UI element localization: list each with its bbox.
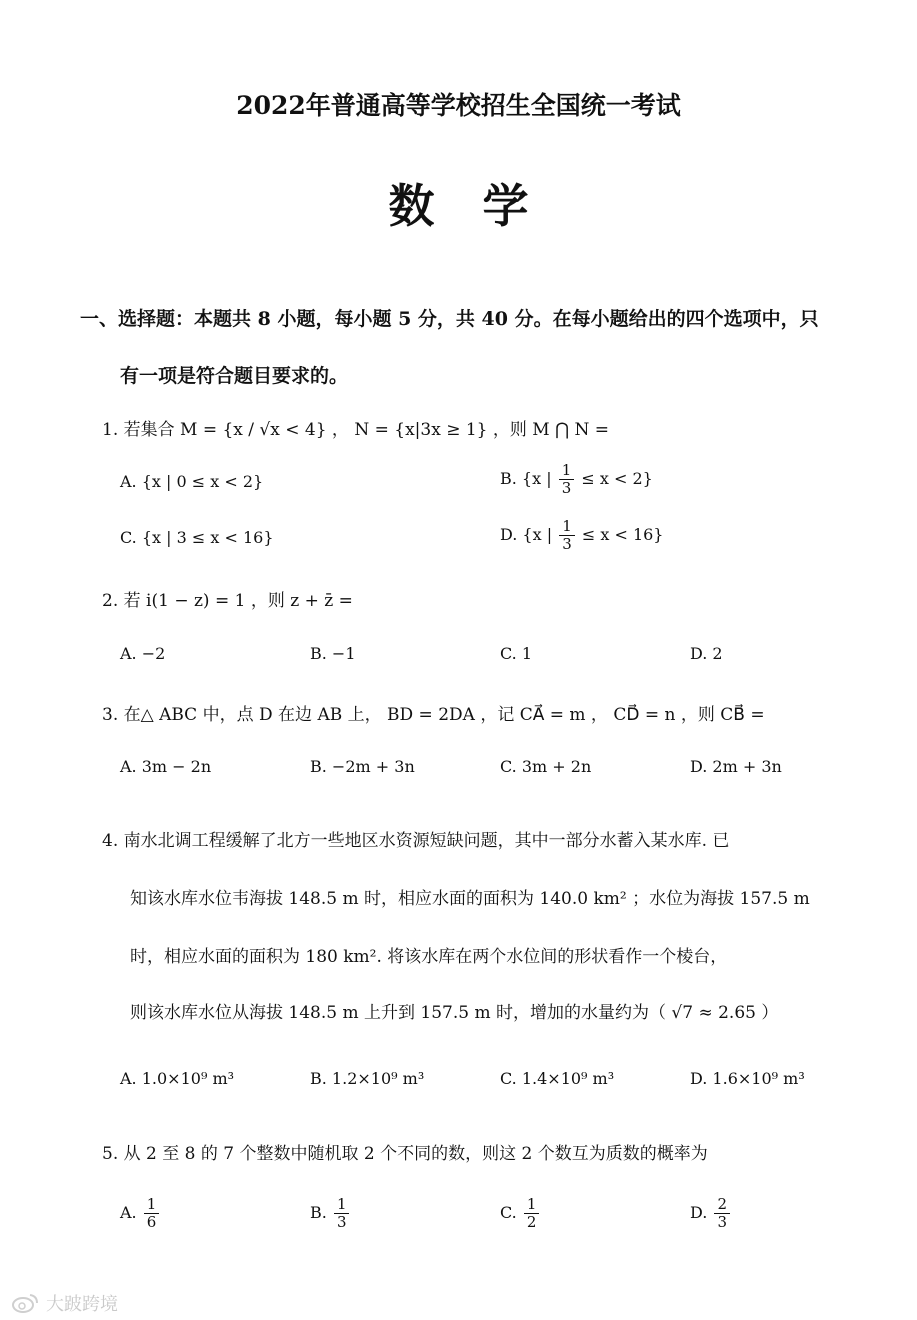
question-1-option-d: D. {x | $\frac{1}{3}$ ≤ x < 16}: [500, 517, 664, 553]
section-heading-line1: 一、选择题：本题共 8 小题，每小题 5 分，共 40 分。在每小题给出的四个选项中，只: [80, 308, 819, 330]
subject-title: 数学: [388, 179, 577, 233]
question-4-line-4: 则该水库水位从海拔 148.5 m 上升到 157.5 m 时，增加的水量约为（ √7 ≈ 2.65 ）: [130, 1003, 779, 1023]
question-2-stem: 2. 若 i(1 − z) = 1 ，则 z + z̄ =: [102, 591, 353, 611]
watermark: [10, 1290, 118, 1316]
question-3-option-c: C. 3m + 2n: [500, 757, 592, 776]
fraction: $\frac{1}{6}$: [144, 1196, 160, 1231]
question-1-option-c: C. {x | 3 ≤ x < 16}: [120, 528, 274, 547]
fraction: $\frac{2}{3}$: [714, 1196, 730, 1231]
question-1-option-a: A. {x | 0 ≤ x < 2}: [120, 472, 264, 491]
fraction: $\frac{1}{3}$: [334, 1196, 350, 1231]
fraction: $\frac{1}{3}$: [559, 518, 575, 553]
question-4-option-d: D. 1.6×10⁹ m³: [690, 1069, 805, 1088]
fraction: $\frac{1}{3}$: [559, 462, 575, 497]
question-3-option-b: B. −2m + 3n: [310, 757, 415, 776]
question-5-stem: 5. 从 2 至 8 的 7 个整数中随机取 2 个不同的数，则这 2 个数互为质数的概率为: [102, 1144, 708, 1164]
question-4-option-b: B. 1.2×10⁹ m³: [310, 1069, 425, 1088]
section-heading-line2: 有一项是符合题目要求的。: [120, 365, 349, 387]
question-5-option-d: D. $\frac{2}{3}$: [690, 1196, 732, 1231]
weibo-logo-icon: [10, 1292, 40, 1314]
question-4-option-a: A. 1.0×10⁹ m³: [120, 1069, 235, 1088]
question-4-line-1: 4. 南水北调工程缓解了北方一些地区水资源短缺问题，其中一部分水蓄入某水库. 已: [102, 831, 730, 851]
question-3-option-d: D. 2m + 3n: [690, 757, 782, 776]
exam-title: 2022年普通高等学校招生全国统一考试: [236, 91, 681, 120]
question-2-option-b: B. −1: [310, 644, 356, 663]
question-5-option-a: A. $\frac{1}{6}$: [120, 1196, 161, 1231]
question-4-option-c: C. 1.4×10⁹ m³: [500, 1069, 615, 1088]
watermark-text: 大跛跨境: [46, 1294, 118, 1315]
question-3-option-a: A. 3m − 2n: [120, 757, 212, 776]
question-2-option-d: D. 2: [690, 644, 723, 663]
question-3-stem: 3. 在△ ABC 中，点 D 在边 AB 上， BD = 2DA ，记 CA⃗ = m ， CD⃗ = n ，则 CB⃗ =: [102, 705, 765, 725]
fraction: $\frac{1}{2}$: [524, 1196, 540, 1231]
question-5-option-b: B. $\frac{1}{3}$: [310, 1196, 351, 1231]
question-4-line-2: 知该水库水位韦海拔 148.5 m 时，相应水面的面积为 140.0 km² ；水位为海拔 157.5 m: [130, 889, 810, 909]
question-5-option-c: C. $\frac{1}{2}$: [500, 1196, 541, 1231]
question-2-option-c: C. 1: [500, 644, 533, 663]
question-4-line-3: 时，相应水面的面积为 180 km². 将该水库在两个水位间的形状看作一个棱台，: [130, 947, 728, 967]
question-1-option-b: B. {x | $\frac{1}{3}$ ≤ x < 2}: [500, 461, 653, 497]
question-1-stem: 1. 若集合 M = {x / √x < 4} ， N = {x|3x ≥ 1} ，则 M ⋂ N =: [102, 420, 609, 440]
question-2-option-a: A. −2: [120, 644, 166, 663]
